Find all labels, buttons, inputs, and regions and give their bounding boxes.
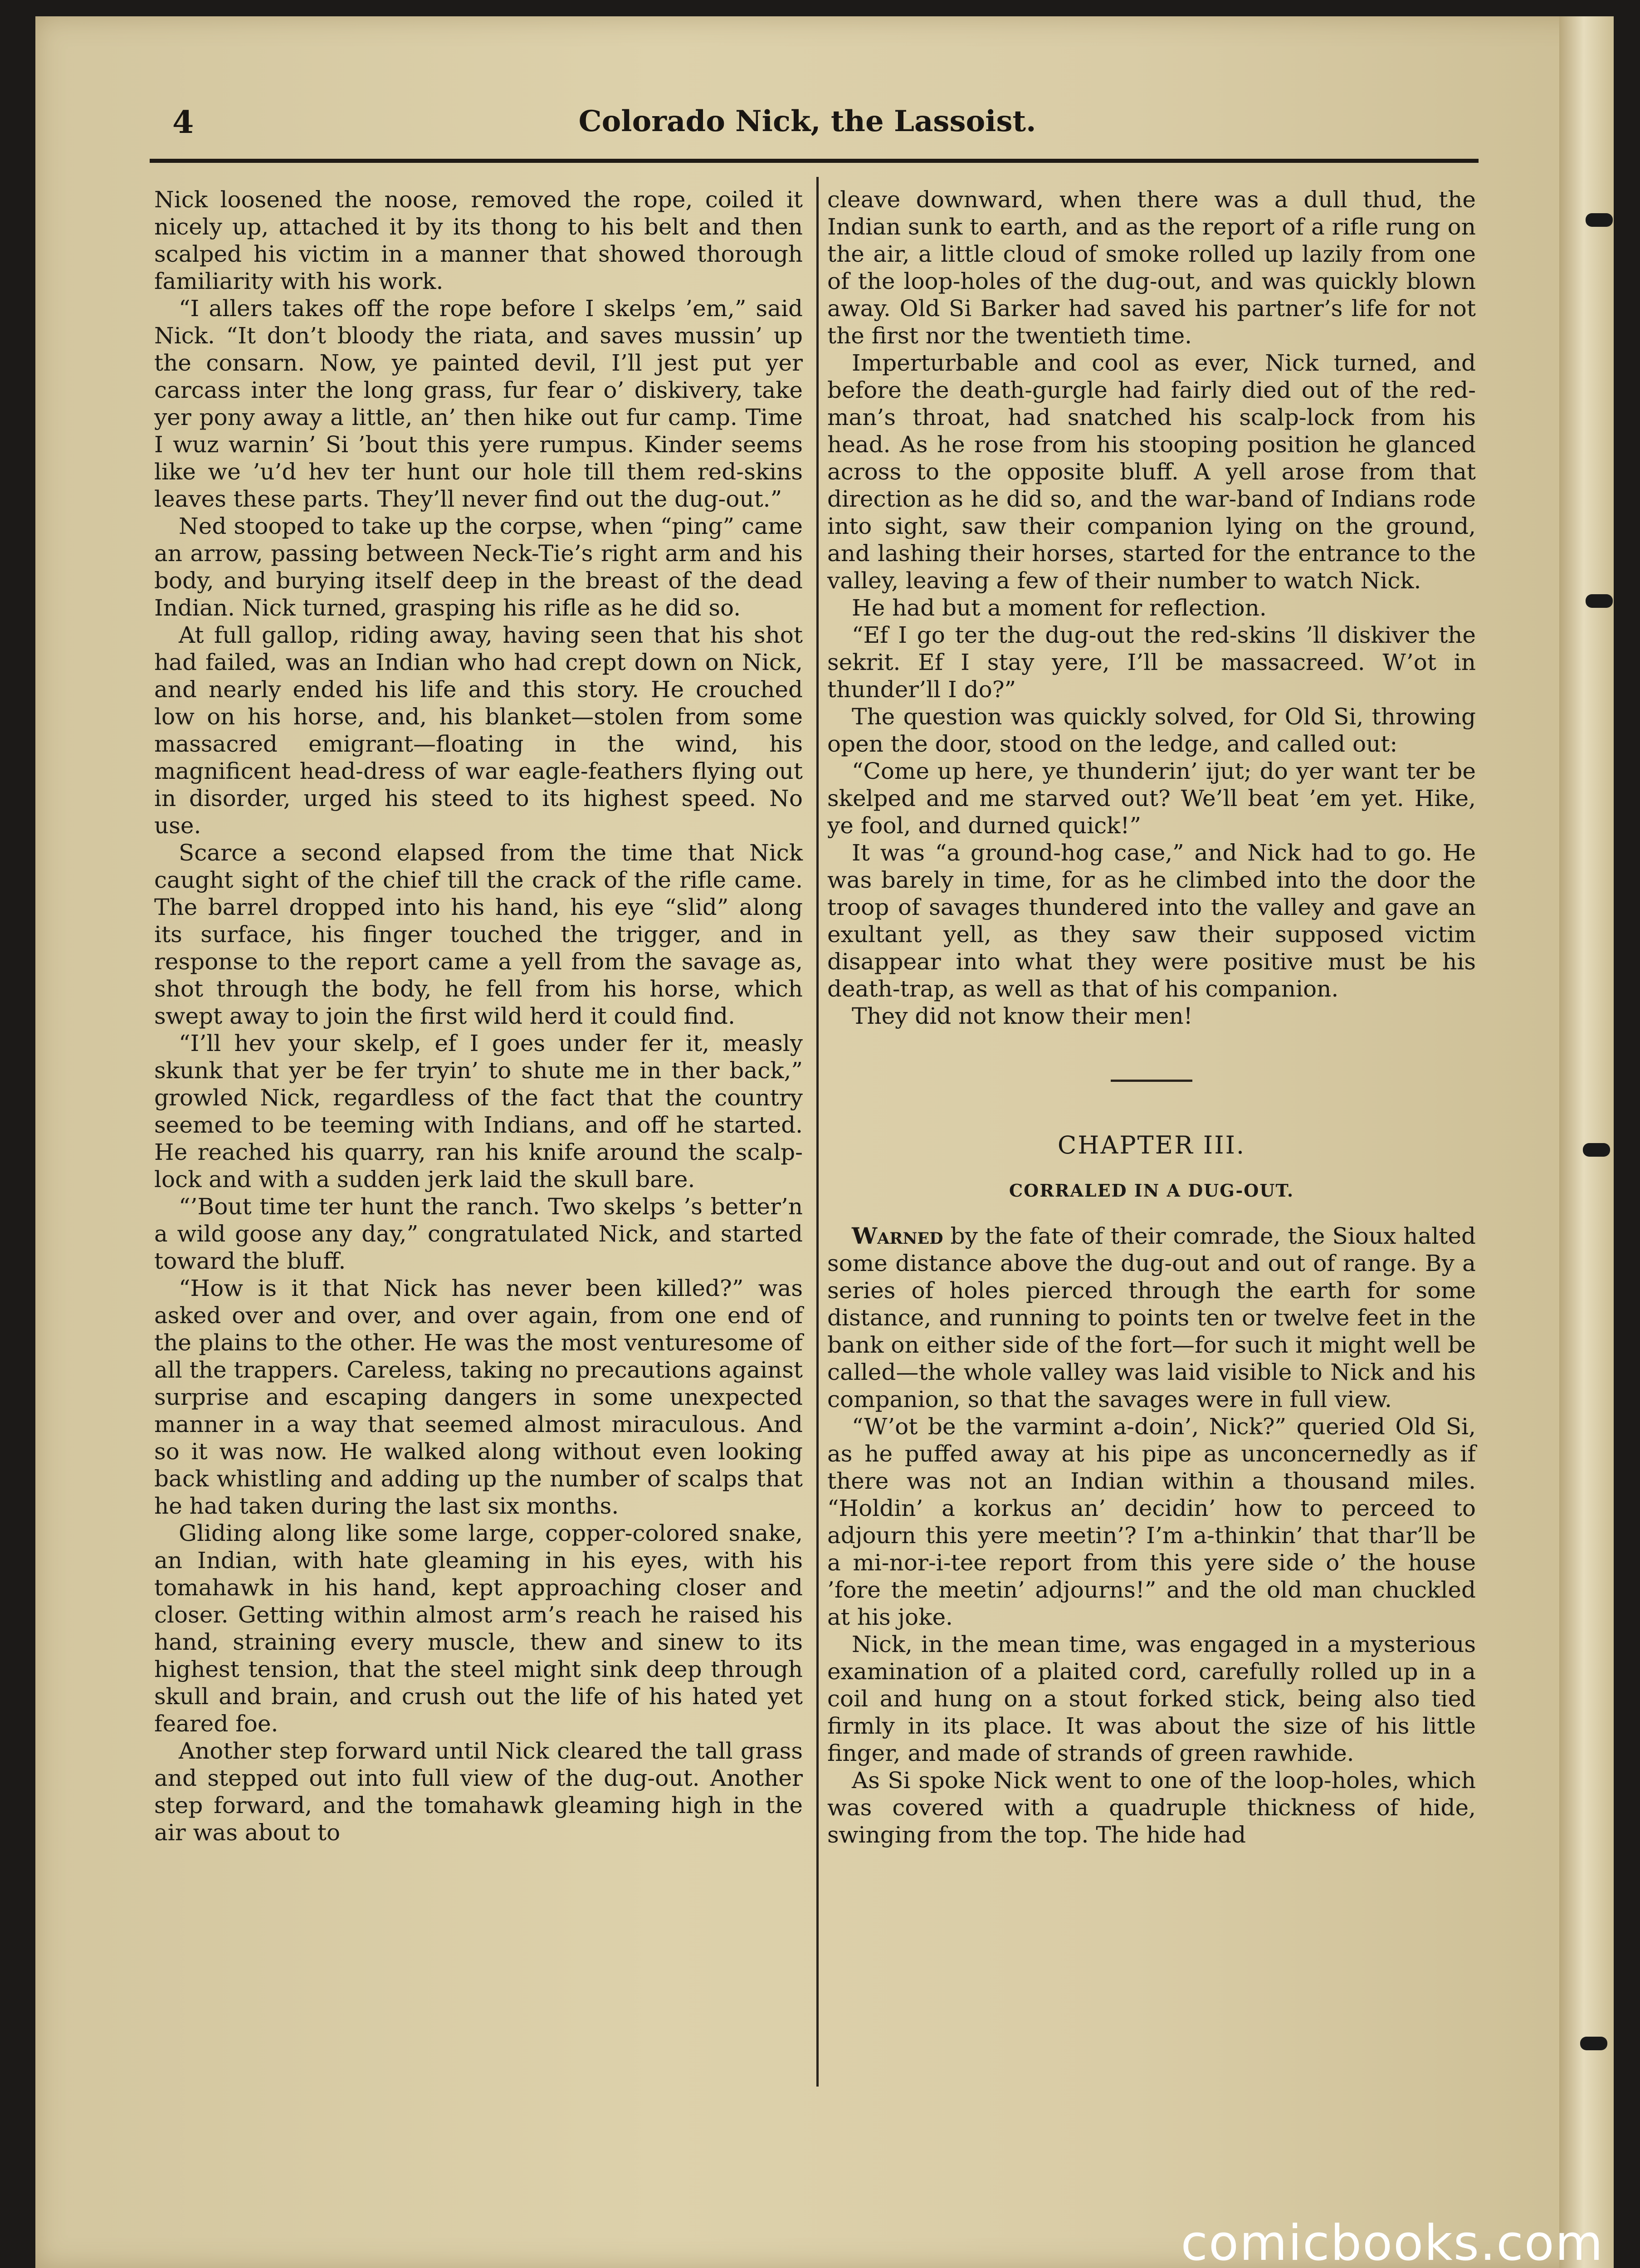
paragraph: Ned stooped to take up the corpse, when “ping” came an arrow, passing between Neck-Tie’s right arm and his body, and burying itself deep in the breast of the dead Indian. Nick turned, grasping his rifle as he did so. (154, 513, 803, 621)
chapter-subtitle: CORRALED IN A DUG-OUT. (1009, 1180, 1294, 1201)
paragraph: Another step forward until Nick cleared the tall grass and stepped out into full view of the dug-out. Another step forward, and the tomahawk gleaming high in the air was about to (154, 1738, 803, 1846)
paragraph: Scarce a second elapsed from the time that Nick caught sight of the chief till the crack of the rifle came. The barrel dropped into his hand, his eye “slid” along its surface, his finger touched the trigger, and in response to the report came a yell from the savage as, shot through the body, he fell from his horse, which swept away to join the first wild herd it could find. (154, 840, 803, 1029)
chapter-title: CHAPTER III. (1057, 1131, 1246, 1159)
running-title: Colorado Nick, the Lassoist. (578, 104, 1036, 138)
paragraph: At full gallop, riding away, having seen that his shot had failed, was an Indian who had crept down on Nick, and nearly ended his life and this story. He crouched low on his horse, and, his blanket—stolen from some massacred emigrant—floating in the wind, his magnificent head-dress of war eagle-feathers flying out in disorder, urged his steed to its highest speed. No use. (154, 622, 803, 839)
page-binding (1559, 16, 1614, 2268)
page-header (136, 104, 1479, 154)
left-column (154, 186, 803, 1846)
paragraph: Gliding along like some large, copper-colored snake, an Indian, with hate gleaming in his eyes, with his tomahawk in his hand, kept approaching closer and closer. Getting within almost arm’s reach he raised his hand, straining every muscle, thew and sinew to its highest tension, that the steel might sink deep through skull and brain, and crush out the life of his hated yet feared foe. (154, 1520, 803, 1737)
paragraph: cleave downward, when there was a dull thud, the Indian sunk to earth, and as the report of a rifle rung on the air, a little cloud of smoke rolled up lazily from one of the loop-holes of the dug-out, and was quickly blown away. Old Si Barker had saved his partner’s life for not the first nor the twentieth time. (827, 186, 1476, 349)
opening-text: by the fate of their comrade, the Sioux halted some distance above the dug-out and out of range. By a series of holes pierced through the earth for some distance, and running to points ten or twelve feet in the bank on either side of the fort—for such it might well be called—the whole valley was laid visible to Nick and his companion, so that the savages were in full view. (827, 1223, 1476, 1413)
paragraph: “’Bout time ter hunt the ranch. Two skelps ’s better’n a wild goose any day,” congratulated Nick, and started toward the bluff. (154, 1193, 803, 1274)
paragraph: “Ef I go ter the dug-out the red-skins ’ll diskiver the sekrit. Ef I stay yere, I’ll be massacreed. W’ot in thunder’ll I do?” (827, 622, 1476, 703)
paragraph: Imperturbable and cool as ever, Nick turned, and before the death-gurgle had fairly died out of the red-man’s throat, had snatched his scalp-lock from his head. As he rose from his stooping position he glanced across to the opposite bluff. A yell arose from that direction as he did so, and the war-band of Indians rode into sight, saw their companion lying on the ground, and lashing their horses, started for the entrance to the valley, leaving a few of their number to watch Nick. (827, 350, 1476, 594)
paragraph: It was “a ground-hog case,” and Nick had to go. He was barely in time, for as he climbed into the door the troop of savages thundered into the valley and gave an exultant yell, as they saw their supposed victim disappear into what they were positive must be his death-trap, as well as that of his companion. (827, 840, 1476, 1002)
paragraph: As Si spoke Nick went to one of the loop-holes, which was covered with a quadruple thickness of hide, swinging from the top. The hide had (827, 1767, 1476, 1848)
section-rule (1111, 1080, 1192, 1082)
binding-stitch (1583, 1143, 1610, 1157)
watermark: comicbooks.com (1181, 2215, 1604, 2268)
page-number: 4 (172, 104, 194, 141)
paragraph: The question was quickly solved, for Old Si, throwing open the door, stood on the ledge, and called out: (827, 704, 1476, 757)
paragraph: “Come up here, ye thunderin’ ijut; do yer want ter be skelped and me starved out? We’ll beat ’em yet. Hike, ye fool, and durned quick!” (827, 758, 1476, 839)
binding-stitch (1580, 2037, 1607, 2050)
binding-stitch (1586, 213, 1613, 227)
column-divider (816, 177, 819, 2087)
paragraph: “I allers takes off the rope before I skelps ’em,” said Nick. “It don’t bloody the riata, and saves mussin’ up the consarn. Now, ye painted devil, I’ll jest put yer carcass inter the long grass, fur fear o’ diskivery, take yer pony away a little, an’ then hike out fur camp. Time I wuz warnin’ Si ’bout this yere rumpus. Kinder seems like we ’u’d hev ter hunt our hole till them red-skins leaves these parts. They’ll never find out the dug-out.” (154, 295, 803, 512)
paragraph: Nick loosened the noose, removed the rope, coiled it nicely up, attached it by its thong to his belt and then scalped his victim in a manner that showed thorough familiarity with his work. (154, 186, 803, 294)
paragraph: “W’ot be the varmint a-doin’, Nick?” queried Old Si, as he puffed away at his pipe as unconcernedly as if there was not an Indian within a thousand miles. “Holdin’ a korkus an’ decidin’ how to perceed to adjourn this yere meetin’? I’m a-thinkin’ that thar’ll be a mi-nor-i-tee report from this yere side o’ the house ’fore the meetin’ adjourns!” and the old man chuckled at his joke. (827, 1413, 1476, 1630)
paragraph: They did not know their men! (852, 1003, 1193, 1029)
paragraph: “How is it that Nick has never been killed?” was asked over and over, and over again, from one end of the plains to the other. He was the most venturesome of all the trappers. Careless, taking no precautions against surprise and escaping dangers in some unexpected manner in a way that seemed almost miraculous. And so it was now. He walked along without even looking back whistling and adding up the number of scalps that he had taken during the last six months. (154, 1275, 803, 1519)
header-rule (150, 159, 1479, 163)
opening-word: Warned (852, 1222, 943, 1249)
right-column (827, 186, 1476, 1848)
binding-stitch (1586, 594, 1613, 608)
paragraph: Nick, in the mean time, was engaged in a mysterious examination of a plaited cord, carefully rolled up in a coil and hung on a stout forked stick, being also tied firmly in its place. It was about the size of his little finger, and made of strands of green rawhide. (827, 1631, 1476, 1766)
paragraph: “I’ll hev your skelp, ef I goes under fer it, measly skunk that yer be fer tryin’ to shute me in ther back,” growled Nick, regardless of the fact that the country seemed to be teeming with Indians, and off he started. He reached his quarry, ran his knife around the scalp-lock and with a sudden jerk laid the skull bare. (154, 1030, 803, 1193)
paragraph: He had but a moment for reflection. (852, 595, 1267, 621)
chapter-opening-paragraph (827, 1222, 1476, 1413)
